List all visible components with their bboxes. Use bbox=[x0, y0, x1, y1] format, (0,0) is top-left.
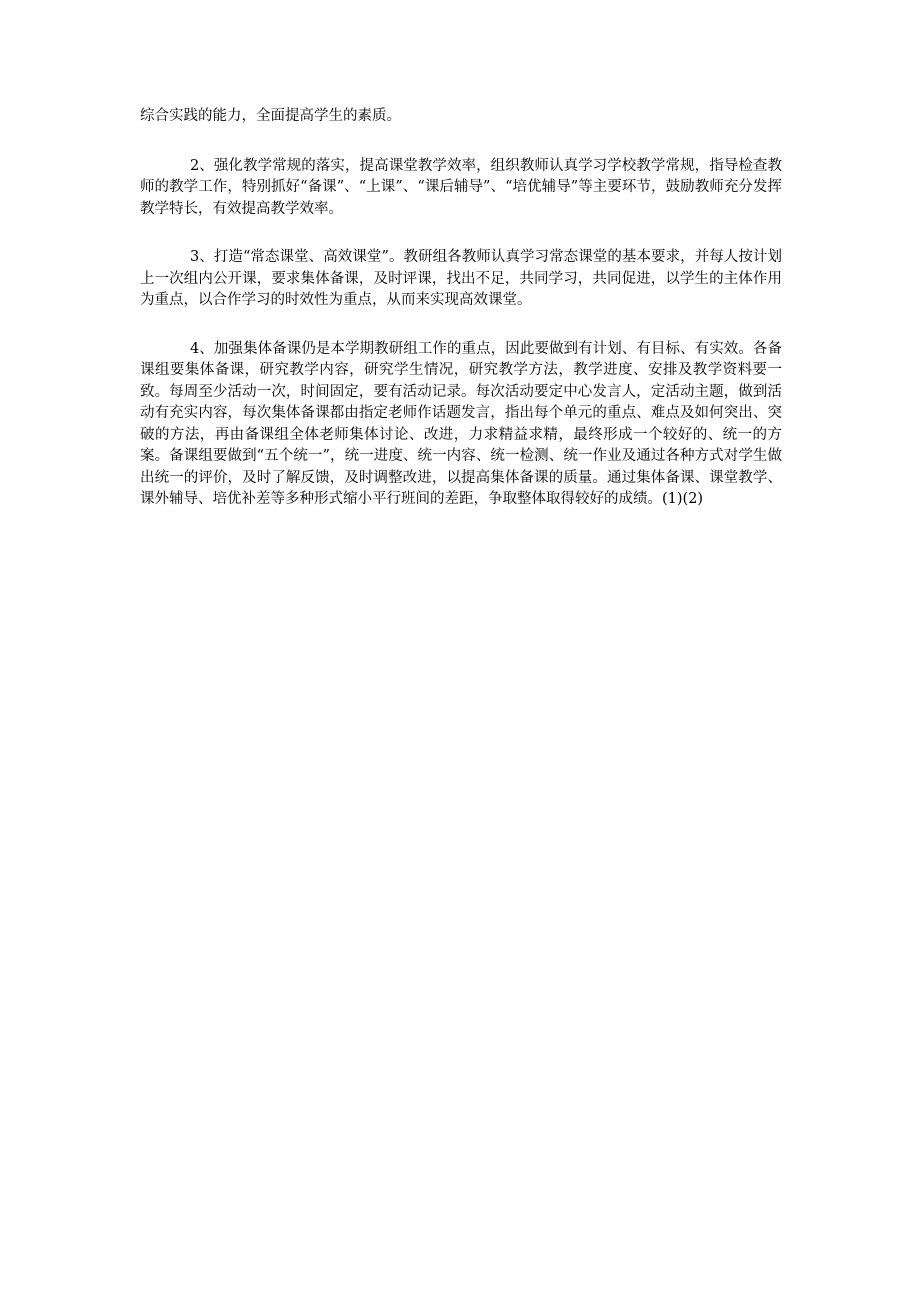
paragraph-item-4: 4、加强集体备课仍是本学期教研组工作的重点，因此要做到有计划、有目标、有实效。各备课组要集体备课，研究教学内容，研究学生情况，研究教学方法，教学进度、安排及教学资料要一致。每周至少活动一次，时间固定，要有活动记录。每次活动要定中心发言人，定活动主题，做到活动有充实内容，每次集体备课都由指定老师作话题发言，指出每个单元的重点、难点及如何突出、突破的方法，再由备课组全体老师集体讨论、改进，力求精益求精，最终形成一个较好的、统一的方案。备课组要做到“五个统一”，统一进度、统一内容、统一检测、统一作业及通过各种方式对学生做出统一的评价，及时了解反馈，及时调整改进，以提高集体备课的质量。通过集体备课、课堂教学、课外辅导、培优补差等多种形式缩小平行班间的差距，争取整体取得较好的成绩。(1)(2) bbox=[140, 340, 782, 507]
paragraph-item-3: 3、打造“常态课堂、高效课堂”。教研组各教师认真学习常态课堂的基本要求，并每人按计划上一次组内公开课，要求集体备课，及时评课，找出不足，共同学习，共同促进，以学生的主体作用为重点，以合作学习的时效性为重点，从而来实现高效课堂。 bbox=[140, 249, 782, 308]
paragraph-item-2: 2、强化教学常规的落实，提高课堂教学效率，组织教师认真学习学校教学常规，指导检查教师的教学工作，特别抓好“备课”、“上课”、“课后辅导”、“培优辅导”等主要环节，鼓励教师充分发挥教学特长，有效提高教学效率。 bbox=[140, 157, 782, 217]
document-body bbox=[140, 106, 782, 511]
paragraph-continuation: 综合实践的能力，全面提高学生的素质。 bbox=[140, 108, 401, 124]
